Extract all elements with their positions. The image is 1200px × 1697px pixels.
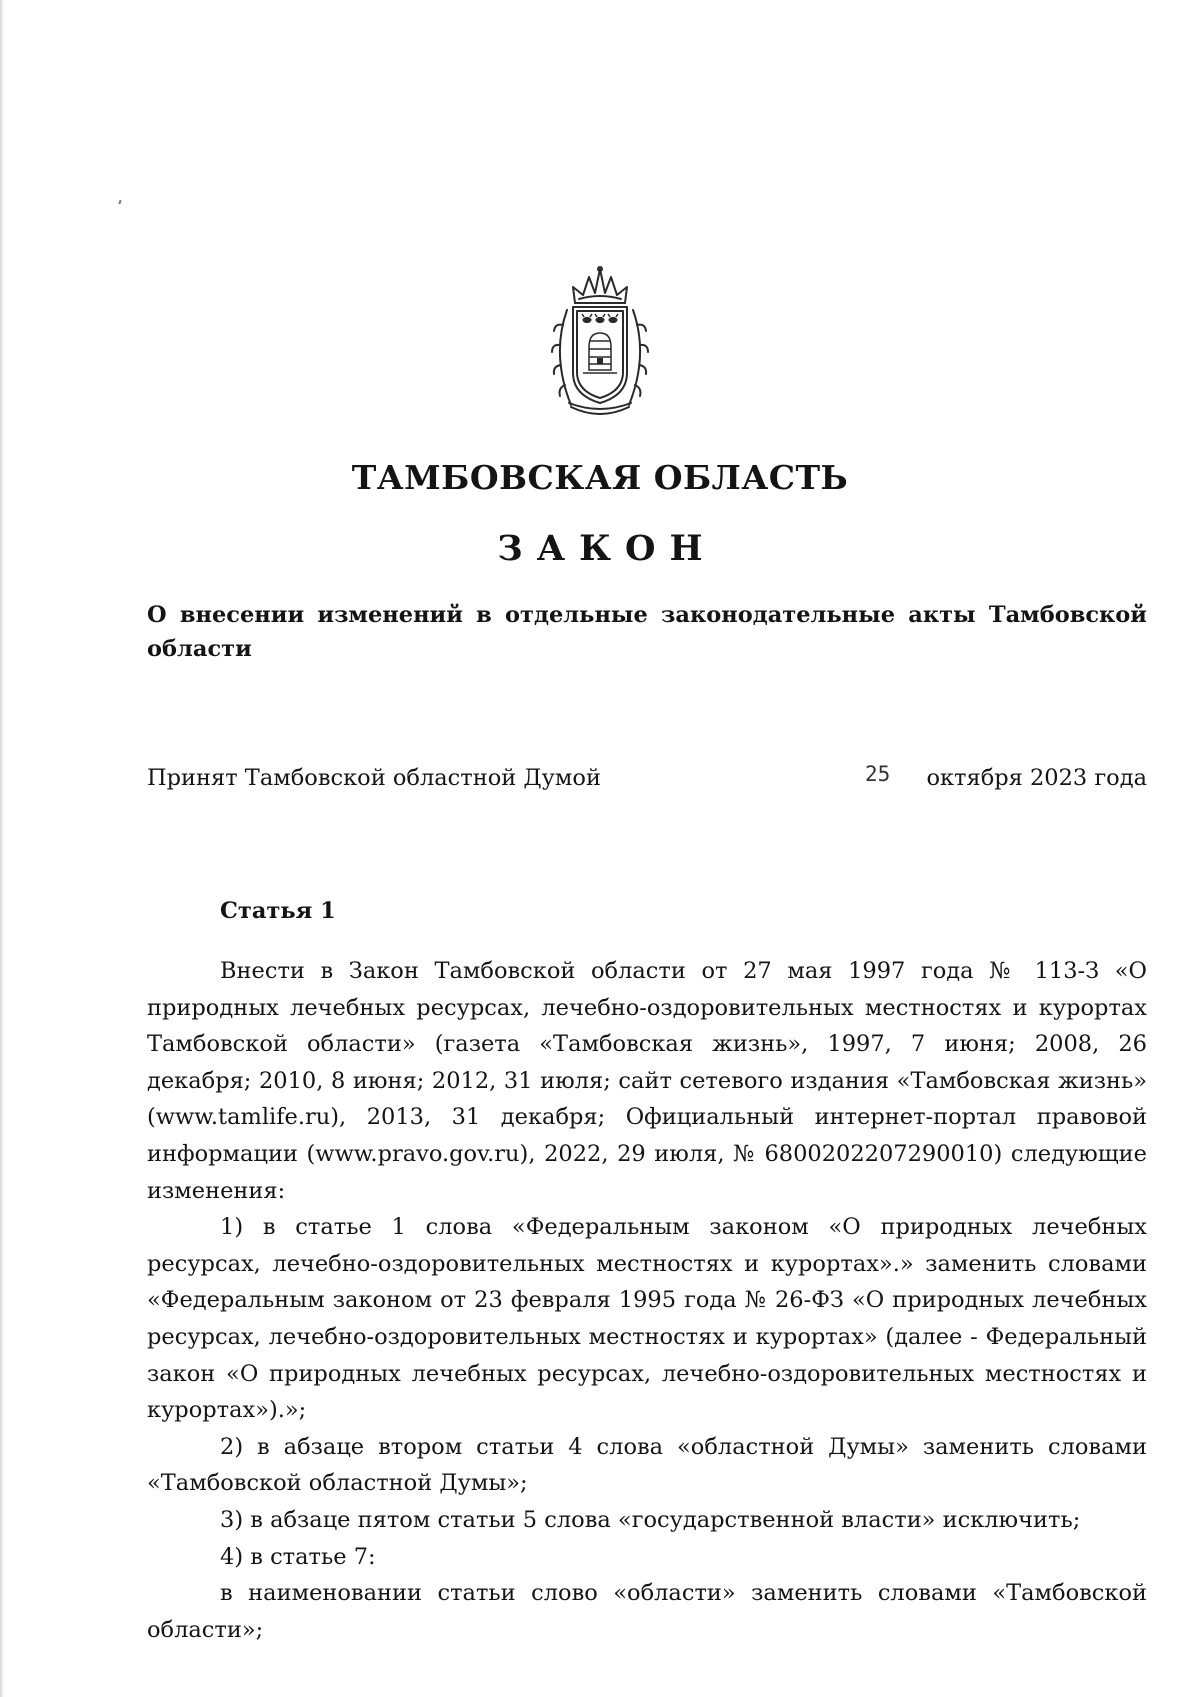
- adoption-day: 25: [865, 762, 891, 786]
- document-type: ЗАКОН: [497, 528, 717, 569]
- adopted-by-label: Принят Тамбовской областной Думой: [147, 765, 601, 791]
- region-title: ТАМБОВСКАЯ ОБЛАСТЬ: [351, 458, 849, 497]
- paragraph: 3) в абзаце пятом статьи 5 слова «государственной власти» исключить;: [220, 1506, 1081, 1533]
- article-body: [147, 953, 1147, 1648]
- tambov-coat-of-arms-icon: [545, 265, 655, 420]
- paragraph: 1) в статье 1 слова «Федеральным законом «О природных лечебных ресурсах, лечебно-оздоровительных местностях и курортах».» заменить словами «Федеральным законом от 23 февраля 1995 года № 26-ФЗ «О природных лечебных ресурсах, лечебно-оздоровительных местностях и курортах» (далее - Федеральный закон «О природных лечебных ресурсах, лечебно-оздоровительных местностях и курортах»).»;: [147, 1214, 1147, 1424]
- law-title: О внесении изменений в отдельные законодательные акты Тамбовской области: [147, 602, 1147, 662]
- article-heading: Статья 1: [220, 898, 336, 924]
- scan-edge: [0, 0, 4, 1697]
- paragraph: Внести в Закон Тамбовской области от 27 мая 1997 года № 113-З «О природных лечебных ресурсах, лечебно-оздоровительных местностях и курортах Тамбовской области» (газета «Тамбовская жизнь», 1997, 7 июня; 2008, 26 декабря; 2010, 8 июня; 2012, 31 июля; сайт сетевого издания «Тамбовская жизнь» (www.tamlife.ru), 2013, 31 декабря; Официальный интернет-портал правовой информации (www.pravo.gov.ru), 2022, 29 июля, № 6800202207290010) следующие изменения:: [147, 958, 1147, 1204]
- paragraph: 4) в статье 7:: [220, 1543, 376, 1570]
- paragraph: в наименовании статьи слово «области» заменить словами «Тамбовской области»;: [147, 1580, 1147, 1643]
- scan-speck: [118, 200, 121, 204]
- paragraph: 2) в абзаце втором статьи 4 слова «областной Думы» заменить словами «Тамбовской областной Думы»;: [147, 1433, 1147, 1497]
- adoption-date: октября 2023 года: [926, 765, 1147, 791]
- adoption-line: [147, 761, 1147, 795]
